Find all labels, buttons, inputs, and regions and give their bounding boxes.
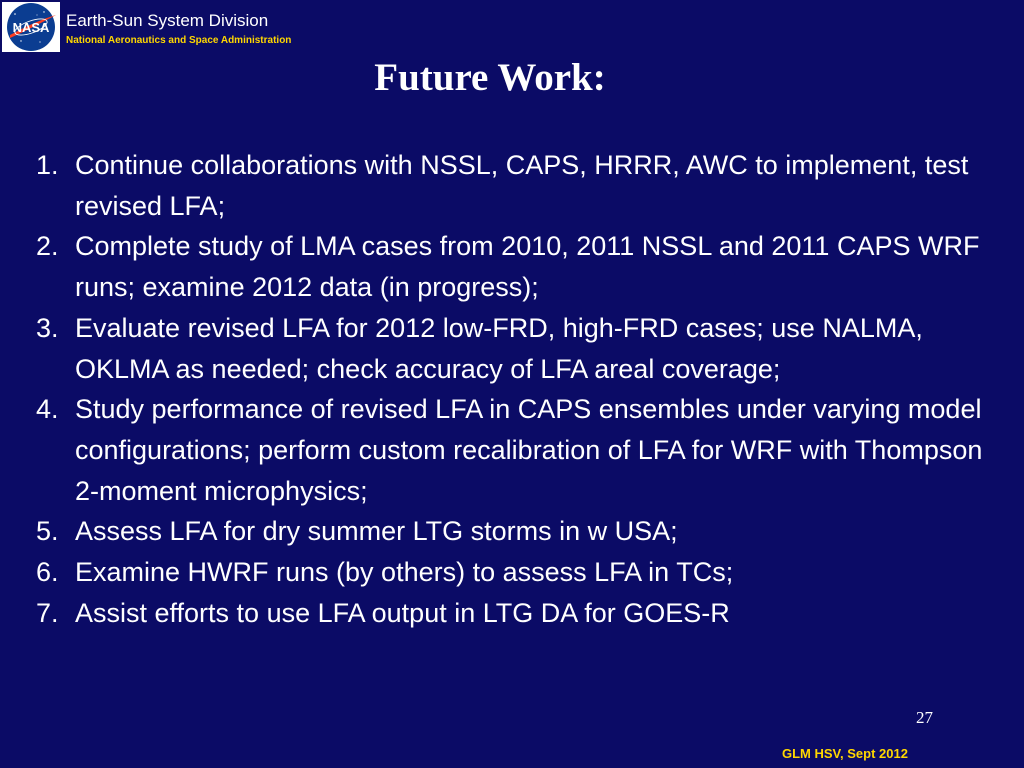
future-work-list <box>36 145 1011 633</box>
slide-title: Future Work: <box>374 56 606 99</box>
list-item <box>36 308 1011 389</box>
list-item-text: Assist efforts to use LFA output in LTG DA for GOES-R <box>75 597 730 628</box>
list-item <box>36 593 1011 634</box>
division-name: Earth-Sun System Division <box>66 11 269 30</box>
agency-name: National Aeronautics and Space Administration <box>66 35 292 46</box>
list-item-number: 7. <box>36 597 59 628</box>
list-item <box>36 511 1011 552</box>
nasa-logo-text: NASA <box>12 20 50 35</box>
list-item-text: Assess LFA for dry summer LTG storms in w USA; <box>75 516 678 547</box>
page-number: 27 <box>916 708 933 727</box>
list-item-number: 1. <box>36 150 59 180</box>
list-item <box>36 389 1011 511</box>
list-item-number: 6. <box>36 557 59 588</box>
list-item <box>36 145 1011 226</box>
list-item-number: 3. <box>36 312 59 343</box>
list-item-number: 5. <box>36 516 59 547</box>
list-item <box>36 226 1011 307</box>
list-item-text: Continue collaborations with NSSL, CAPS, HRRR, AWC to implement, test revised LFA; <box>75 150 969 221</box>
list-item-text: Evaluate revised LFA for 2012 low-FRD, high-FRD cases; use NALMA, OKLMA as needed; check accuracy of LFA areal coverage; <box>75 312 923 384</box>
list-item-number: 2. <box>36 231 59 262</box>
footer-text: GLM HSV, Sept 2012 <box>782 746 908 761</box>
list-item-number: 4. <box>36 394 59 425</box>
list-item <box>36 552 1011 593</box>
nasa-logo <box>2 2 60 52</box>
nasa-meatball-icon <box>2 2 60 52</box>
list-item-text: Study performance of revised LFA in CAPS ensembles under varying model configurations; perform custom recalibration of LFA for WRF with Thompson 2-moment microphysics; <box>75 394 983 506</box>
list-item-text: Complete study of LMA cases from 2010, 2011 NSSL and 2011 CAPS WRF runs; examine 2012 data (in progress); <box>75 231 980 303</box>
list-item-text: Examine HWRF runs (by others) to assess LFA in TCs; <box>75 557 734 588</box>
